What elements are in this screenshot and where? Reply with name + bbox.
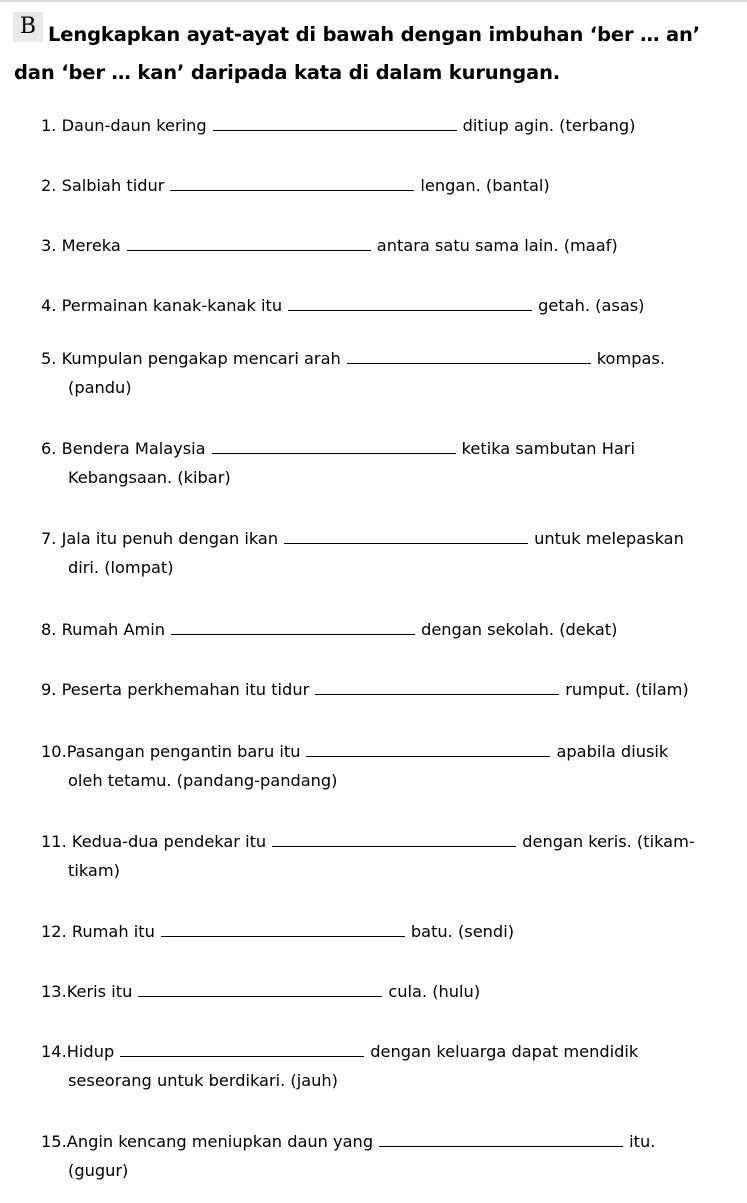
question-text-after: kompas. — [596, 349, 666, 368]
answer-blank[interactable] — [347, 343, 591, 364]
question-text-after: batu. (sendi) — [410, 922, 515, 941]
question-text: 6. Bendera Malaysia — [41, 439, 206, 458]
question-text-line2: (gugur) — [68, 1161, 129, 1180]
question-15 — [41, 1126, 656, 1180]
question-text-after: ketika sambutan Hari — [461, 439, 635, 458]
question-text-after: lengan. (bantal) — [420, 176, 550, 195]
question-8 — [41, 614, 617, 645]
question-5 — [41, 343, 666, 397]
question-text-line2: diri. (lompat) — [68, 558, 174, 577]
question-text-line2: oleh tetamu. (pandang-pandang) — [68, 771, 338, 790]
answer-blank[interactable] — [284, 523, 528, 544]
answer-blank[interactable] — [120, 1036, 364, 1057]
section-letter-badge: B — [13, 12, 43, 42]
question-text: 12. Rumah itu — [41, 922, 155, 941]
question-10 — [41, 736, 669, 790]
question-1 — [41, 110, 636, 141]
question-text: 15.Angin kencang meniupkan daun yang — [41, 1132, 374, 1151]
question-text-line2: (pandu) — [68, 378, 132, 397]
question-2 — [41, 170, 550, 201]
question-11 — [41, 826, 695, 880]
question-text: 7. Jala itu penuh dengan ikan — [41, 529, 279, 548]
answer-blank[interactable] — [161, 916, 405, 937]
question-text-after: dengan sekolah. (dekat) — [421, 620, 618, 639]
answer-blank[interactable] — [171, 614, 415, 635]
question-text-after: untuk melepaskan — [534, 529, 684, 548]
answer-blank[interactable] — [315, 674, 559, 695]
answer-blank[interactable] — [379, 1126, 623, 1147]
question-3 — [41, 230, 618, 261]
question-12 — [41, 916, 514, 947]
question-text: 11. Kedua-dua pendekar itu — [41, 832, 267, 851]
question-text: 2. Salbiah tidur — [41, 176, 165, 195]
question-6 — [41, 433, 635, 487]
question-text: 8. Rumah Amin — [41, 620, 166, 639]
question-text-after: cula. (hulu) — [388, 982, 481, 1001]
question-text-after: dengan keris. (tikam- — [522, 832, 695, 851]
question-text-after: dengan keluarga dapat mendidik — [370, 1042, 639, 1061]
answer-blank[interactable] — [213, 110, 457, 131]
question-text: 9. Peserta perkhemahan itu tidur — [41, 680, 310, 699]
question-14 — [41, 1036, 639, 1090]
question-text-line2: seseorang untuk berdikari. (jauh) — [68, 1071, 338, 1090]
question-text: 3. Mereka — [41, 236, 121, 255]
question-text-after: antara satu sama lain. (maaf) — [376, 236, 618, 255]
answer-blank[interactable] — [306, 736, 550, 757]
question-4 — [41, 290, 644, 321]
answer-blank[interactable] — [288, 290, 532, 311]
answer-blank[interactable] — [212, 433, 456, 454]
question-9 — [41, 674, 689, 705]
page-top-border — [0, 0, 747, 2]
answer-blank[interactable] — [170, 170, 414, 191]
question-text: 1. Daun-daun kering — [41, 116, 207, 135]
answer-blank[interactable] — [138, 976, 382, 997]
question-text-after: getah. (asas) — [538, 296, 645, 315]
instruction-heading: Lengkapkan ayat-ayat di bawah dengan imbuhan ‘ber … an’ dan ‘ber … kan’ daripada kata di dalam kurungan. — [14, 23, 701, 84]
question-text: 14.Hidup — [41, 1042, 115, 1061]
question-text: 4. Permainan kanak-kanak itu — [41, 296, 283, 315]
question-text-line2: Kebangsaan. (kibar) — [68, 468, 231, 487]
question-text: 13.Keris itu — [41, 982, 133, 1001]
question-text-after: ditiup agin. (terbang) — [462, 116, 636, 135]
question-text-after: apabila diusik — [556, 742, 669, 761]
answer-blank[interactable] — [127, 230, 371, 251]
question-7 — [41, 523, 684, 577]
question-13 — [41, 976, 480, 1007]
question-text-after: itu. — [629, 1132, 656, 1151]
question-text: 5. Kumpulan pengakap mencari arah — [41, 349, 341, 368]
question-text-after: rumput. (tilam) — [565, 680, 689, 699]
question-text-line2: tikam) — [68, 861, 120, 880]
answer-blank[interactable] — [272, 826, 516, 847]
question-text: 10.Pasangan pengantin baru itu — [41, 742, 301, 761]
